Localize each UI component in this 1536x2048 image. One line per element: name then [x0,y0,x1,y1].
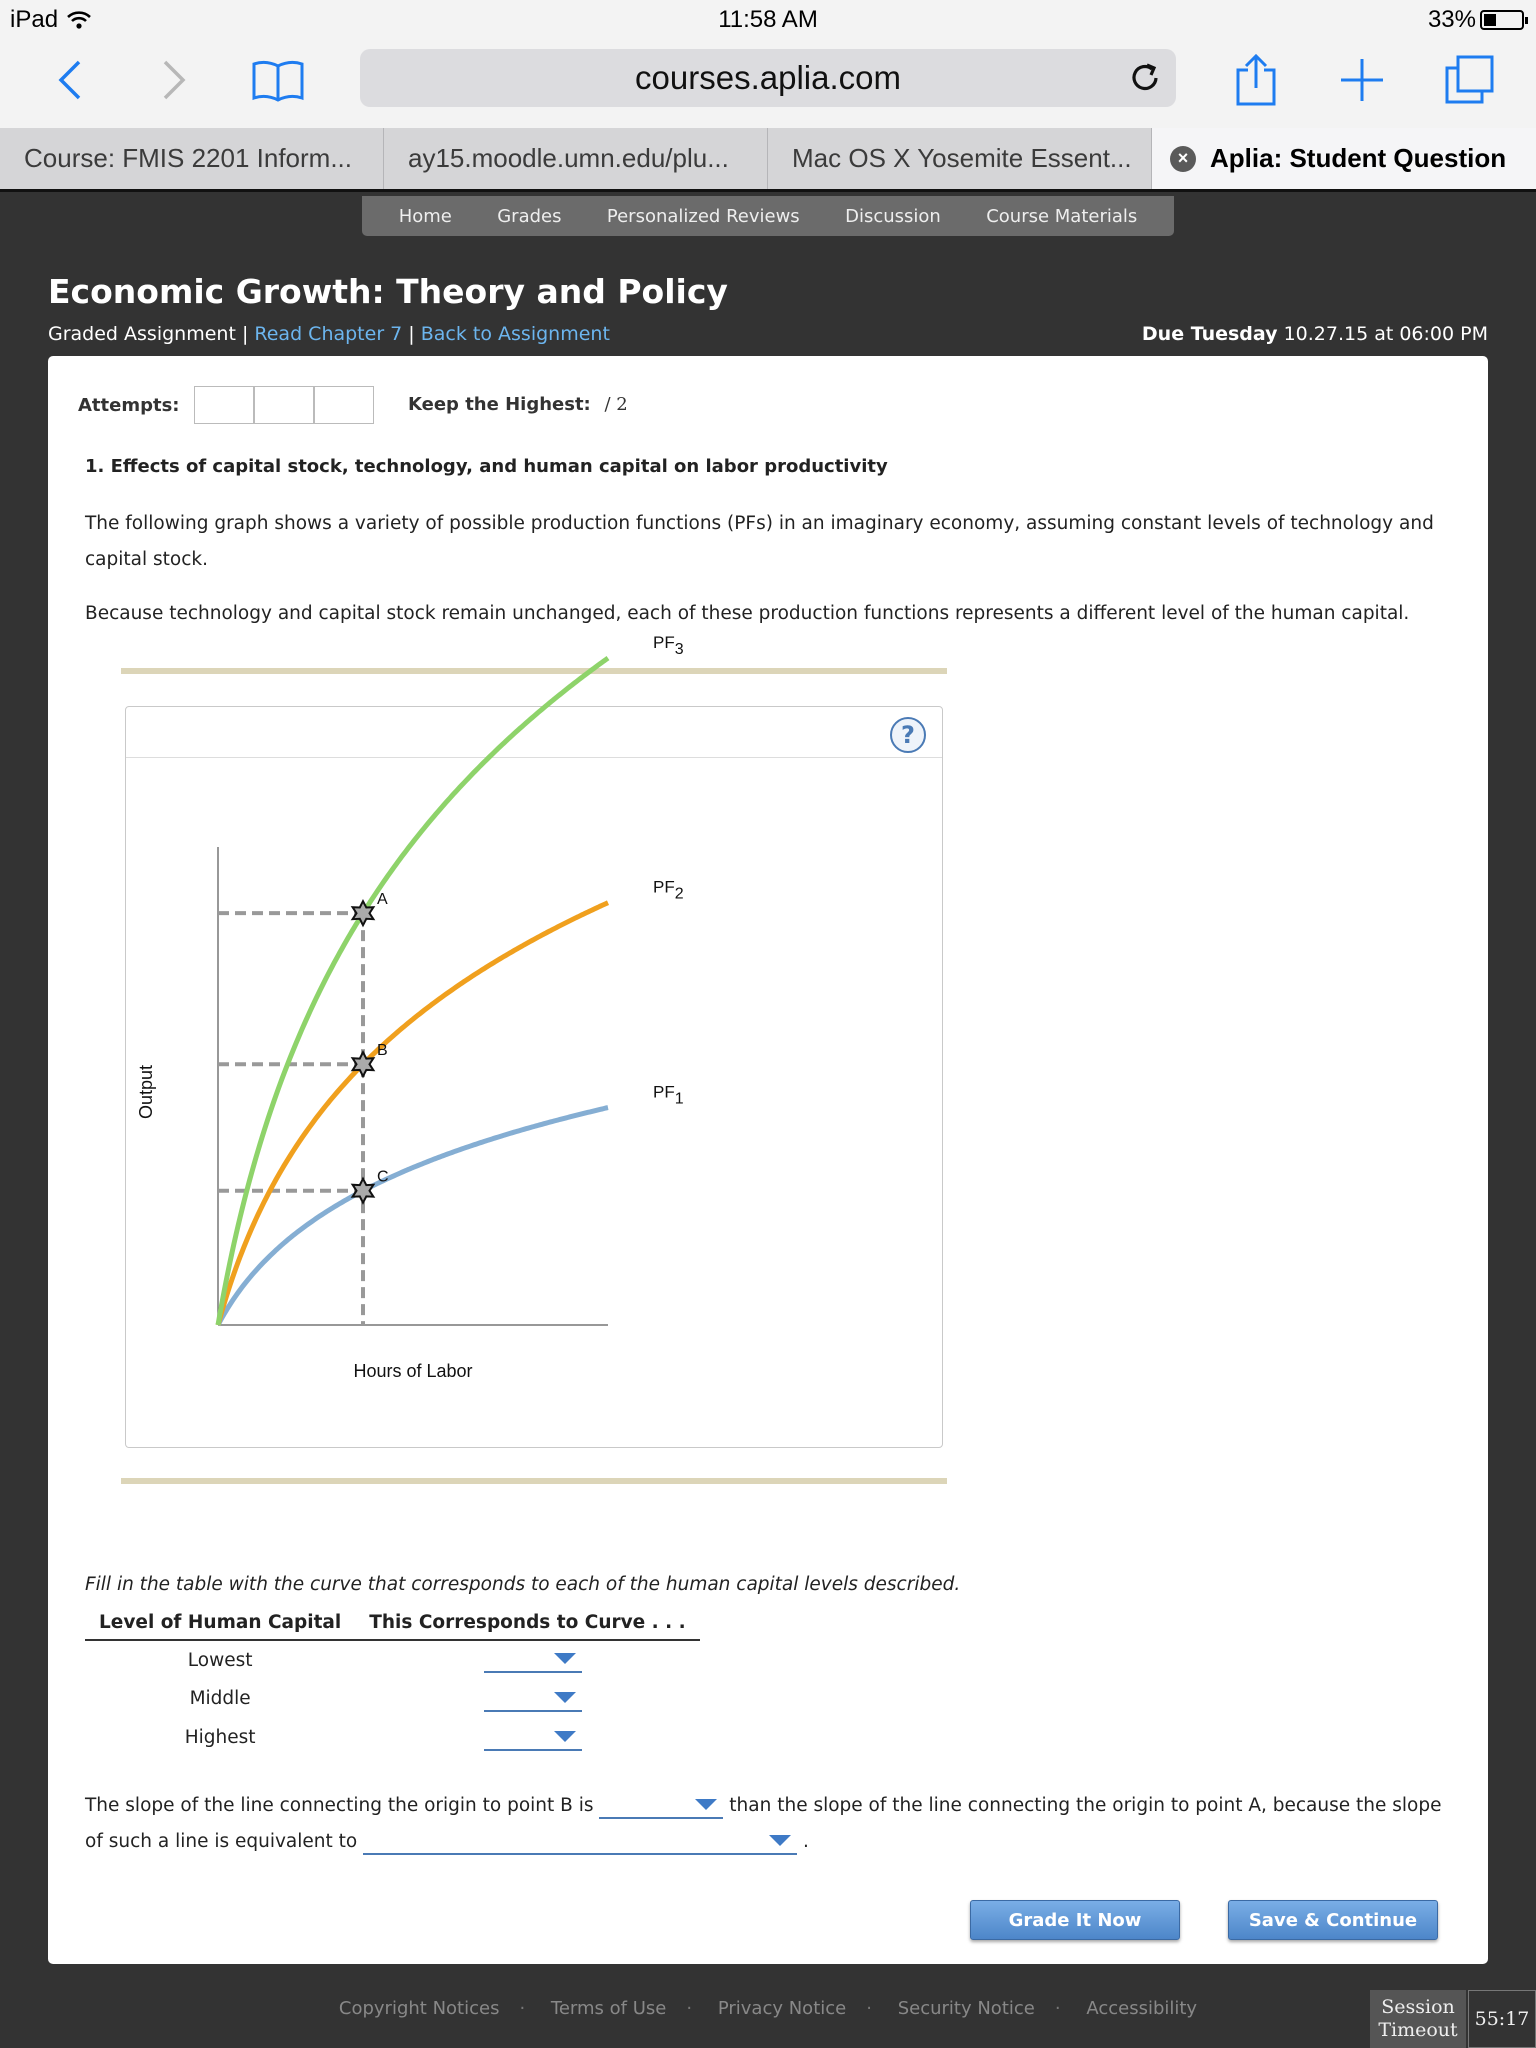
save-continue-button[interactable]: Save & Continue [1228,1900,1438,1940]
menu-course-materials[interactable]: Course Materials [986,205,1138,227]
production-curve-3 [218,658,608,1325]
production-function-graph [126,633,944,1449]
tab-label: Course: FMIS 2201 Inform... [24,143,353,173]
point-marker-C [353,1179,374,1203]
attempts [78,386,374,424]
menu-grades[interactable]: Grades [497,205,562,227]
attempt-box [194,386,254,424]
attempt-box [254,386,314,424]
slope-comparison-dropdown[interactable] [599,1793,723,1819]
curve-dropdown-lowest[interactable] [484,1647,582,1673]
point-label: A [377,891,388,909]
grade-it-now-button[interactable]: Grade It Now [970,1900,1180,1940]
assignment-type: Graded Assignment [48,323,236,345]
tab-fmis[interactable] [0,128,384,189]
production-curve-2 [218,903,608,1325]
sentence-text: The slope of the line connecting the origin to point B is [85,1795,594,1816]
forward-icon[interactable] [144,50,204,110]
site-menu [362,196,1174,236]
question-title: 1. Effects of capital stock, technology, and human capital on labor productivity [85,456,888,477]
level-label: Lowest [187,1649,253,1671]
curve-dropdown-highest[interactable] [484,1725,582,1751]
table-row [85,1679,700,1718]
back-to-assignment-link[interactable]: Back to Assignment [420,323,610,345]
table-row [85,1718,700,1757]
battery-level [1484,14,1496,26]
help-button[interactable]: ? [890,717,926,753]
curve-label-subscript: 1 [674,1090,684,1108]
footer-link-privacy[interactable]: Privacy Notice [717,1998,847,2019]
battery-percent: 33% [1427,6,1476,33]
footer-link-copyright[interactable]: Copyright Notices [338,1998,500,2019]
tab-label: Mac OS X Yosemite Essent... [792,143,1132,173]
tab-yosemite[interactable] [768,128,1152,189]
footer: Copyright Notices · Terms of Use · Privacy Notice · Security Notice · Accessibility [338,1998,1198,2019]
keep-label: Keep the Highest: [408,394,591,415]
table-instructions: Fill in the table with the curve that corresponds to each of the human capital levels described. [85,1574,961,1595]
curve-dropdown-middle[interactable] [484,1686,582,1712]
x-axis-label: Hours of Labor [353,1361,473,1381]
curve-label-subscript: 3 [674,641,684,659]
attempts-label: Attempts: [78,394,180,416]
table-row [85,1640,700,1679]
clock: 11:58 AM [718,6,818,33]
url-text: courses.aplia.com [635,59,901,96]
battery-icon [1480,10,1524,30]
session-line: Session [1381,1996,1455,2018]
production-curve-1 [218,1108,608,1325]
y-axis-label: Output [136,1064,156,1120]
page-title: Economic Growth: Theory and Policy [48,272,728,311]
back-icon[interactable] [40,50,100,110]
tabs-overview-icon[interactable] [1440,50,1500,110]
new-tab-icon[interactable] [1332,50,1392,110]
session-timer: 55:17 [1468,1990,1536,2048]
slope-meaning-dropdown[interactable] [363,1829,797,1855]
sentence-text: . [803,1831,809,1852]
close-tab-icon[interactable]: × [1170,146,1196,172]
device-name: iPad [10,6,59,33]
column-header: Level of Human Capital [85,1606,355,1640]
browser-tabs [0,128,1536,192]
footer-link-terms[interactable]: Terms of Use [550,1998,667,2019]
share-icon[interactable] [1226,50,1286,110]
read-chapter-link[interactable]: Read Chapter 7 [254,323,403,345]
slope-question [85,1788,1465,1860]
curve-label-subscript: 2 [674,885,684,903]
tab-label: ay15.moodle.umn.edu/plu... [408,143,729,173]
question-paragraph: Because technology and capital stock remain unchanged, each of these production functions represents a different level of the human capital. [85,603,1410,624]
due-date [1142,323,1488,345]
session-timeout-label [1370,1990,1466,2048]
tab-aplia-active[interactable] [1152,128,1536,189]
breadcrumb: Graded Assignment | Read Chapter 7 | Back to Assignment [48,323,610,345]
address-bar[interactable] [360,49,1176,107]
browser-toolbar [0,40,1536,128]
graph-container [125,633,943,1448]
point-label: C [377,1168,389,1186]
bookmarks-icon[interactable] [248,50,308,110]
keep-value: / 2 [604,394,628,415]
divider [121,668,947,674]
due-label: Due Tuesday [1141,323,1278,345]
session-line: Timeout [1378,2019,1458,2041]
footer-link-accessibility[interactable]: Accessibility [1086,1998,1198,2019]
menu-discussion[interactable]: Discussion [845,205,941,227]
tab-moodle[interactable] [384,128,768,189]
point-label: B [377,1042,388,1060]
footer-link-security[interactable]: Security Notice [897,1998,1035,2019]
level-label: Middle [189,1688,251,1709]
curve-label: PF2 [653,877,684,903]
status-bar [0,0,1536,40]
divider [121,1478,947,1484]
human-capital-table [85,1606,700,1757]
menu-home[interactable]: Home [398,205,452,227]
attempt-box [314,386,374,424]
tab-label: Aplia: Student Question [1210,143,1507,173]
menu-personalized-reviews[interactable]: Personalized Reviews [606,205,800,227]
curve-label: PF1 [653,1082,684,1108]
sentence-text: than the slope of the line connecting the origin to point A, because the slope of such a line is equivalent to [85,1795,1442,1852]
question-panel [48,356,1488,1964]
question-paragraph: The following graph shows a variety of possible production functions (PFs) in an imaginary economy, assuming constant levels of technology and capital stock. [85,513,1434,570]
column-header: This Corresponds to Curve . . . [355,1606,699,1640]
due-value: 10.27.15 at 06:00 PM [1283,323,1488,345]
reload-icon[interactable] [1126,59,1164,97]
curve-label: PF3 [653,633,684,659]
level-label: Highest [184,1727,256,1748]
keep-highest [408,394,628,415]
